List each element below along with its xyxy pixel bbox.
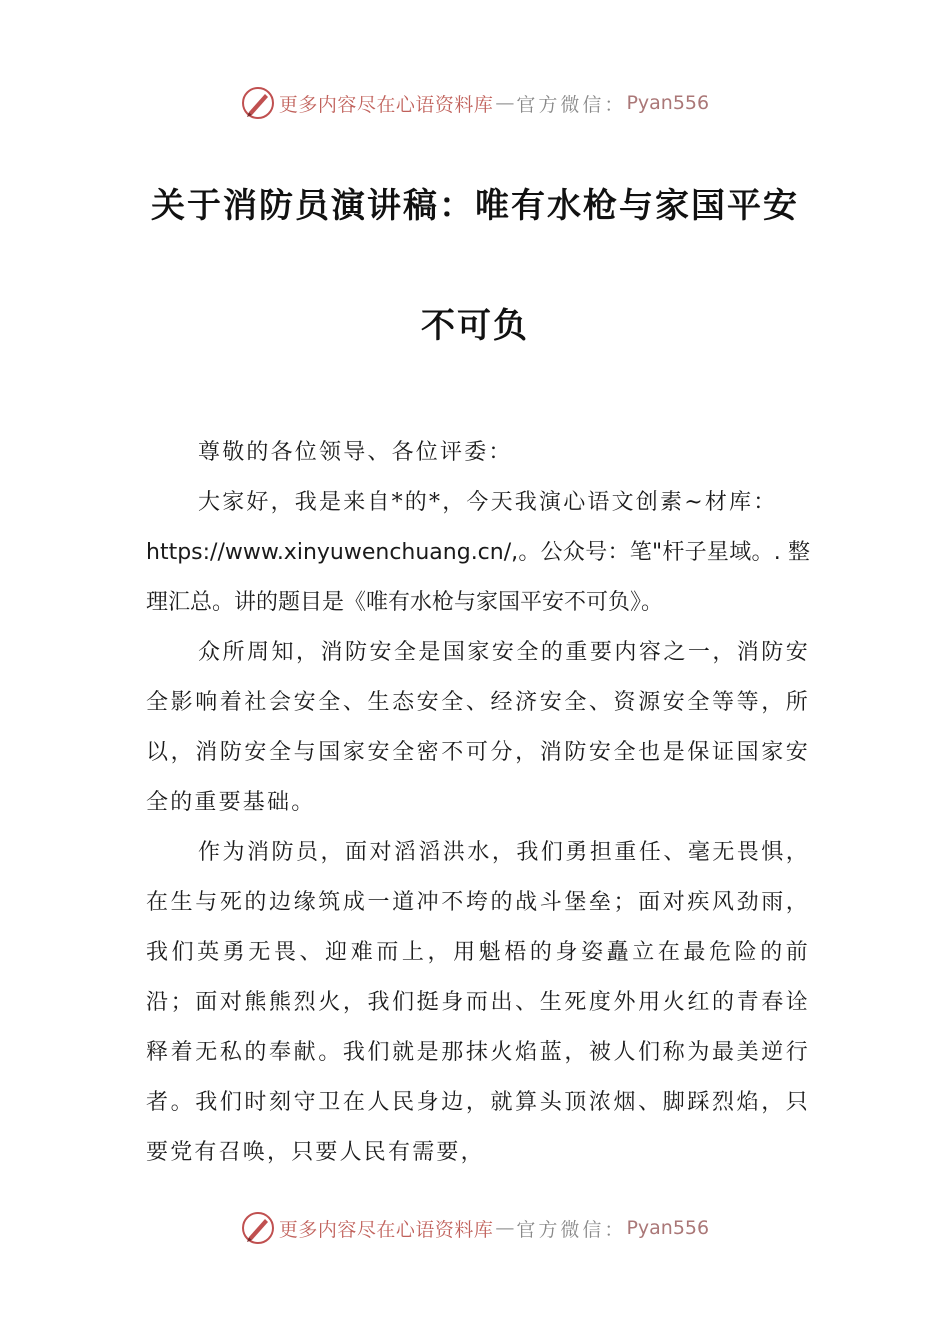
watermark-id: Pyan556 <box>626 92 710 114</box>
watermark-header <box>0 86 950 120</box>
url-text: https://www.xinyuwenchuang.cn/,。公众号：笔"杆子星域。. 整理汇总。讲的题目是《唯有水枪与家国平安不可负》。 <box>146 540 810 615</box>
paragraph: 作为消防员，面对滔滔洪水，我们勇担重任、毫无畏惧，在生与死的边缘筑成一道冲不垮的战斗堡垒；面对疾风劲雨，我们英勇无畏、迎难而上，用魁梧的身姿矗立在最危险的前沿；面对熊熊烈火，我们挺身而出、生死度外用火红的青春诠释着无私的奉献。我们就是那抹火焰蓝，被人们称为最美逆行者。我们时刻守卫在人民身边，就算头顶浓烟、脚踩烈焰，只要党有召唤，只要人民有需要， <box>146 840 810 1165</box>
watermark-text: 更多内容尽在心语资料库 <box>278 1218 494 1241</box>
watermark-dash: — <box>495 1217 515 1239</box>
paragraph: 众所周知，消防安全是国家安全的重要内容之一，消防安全影响着社会安全、生态安全、经济安全、资源安全等等，所以，消防安全与国家安全密不可分，消防安全也是保证国家安全的重要基础。 <box>146 640 810 815</box>
watermark-id: Pyan556 <box>626 1217 710 1239</box>
watermark-official: 官方微信： <box>516 93 627 116</box>
pen-logo-icon <box>241 1211 275 1245</box>
watermark-official: 官方微信： <box>516 1218 627 1241</box>
paragraph: 尊敬的各位领导、各位评委： <box>198 440 513 465</box>
pen-logo-icon <box>241 86 275 120</box>
watermark-dash: — <box>495 92 515 114</box>
document-title-line1: 关于消防员演讲稿：唯有水枪与家国平安 <box>151 186 799 226</box>
document-title-line2: 不可负 <box>421 306 529 346</box>
paragraph <box>146 528 810 628</box>
document-body <box>146 428 810 1178</box>
watermark-text: 更多内容尽在心语资料库 <box>278 93 494 116</box>
paragraph: 大家好，我是来自*的*，今天我演心语文创素~材库： <box>198 490 778 515</box>
watermark-footer <box>0 1211 950 1245</box>
